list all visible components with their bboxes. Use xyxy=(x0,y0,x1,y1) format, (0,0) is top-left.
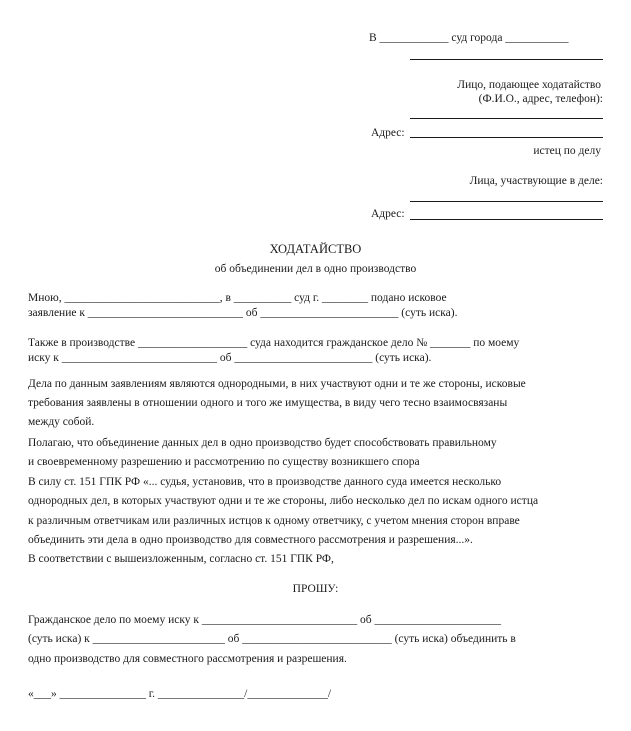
signature-date-line: «___» _______________ г. _______________/______________/ xyxy=(28,688,332,700)
body-line: В силу ст. 151 ГПК РФ «... судья, установив, что в производстве данного суда имеется несколько xyxy=(28,476,502,488)
applicant-details: (Ф.И.О., адрес, телефон): xyxy=(478,93,603,105)
paragraph1-line2: заявление к ___________________________ об ________________________ (суть иска). xyxy=(28,307,458,319)
address-label-2: Адрес: xyxy=(371,208,405,220)
body-line: Полагаю, что объединение данных дел в одно производство будет способствовать правильному xyxy=(28,437,497,449)
body-line: однородных дел, в которых участвуют одни и те же стороны, либо несколько дел по искам одного истца xyxy=(28,495,539,507)
court-extra-line xyxy=(410,59,603,60)
applicant-label: Лицо, подающее ходатайство xyxy=(457,79,601,91)
address-line-2 xyxy=(410,219,603,220)
request-line1: Гражданское дело по моему иску к ___________________________ об ______________________ xyxy=(28,614,501,626)
body-line: к различным ответчикам или различных истцов к одному ответчику, с учетом мнения сторон вправе xyxy=(28,515,520,527)
paragraph1-line1: Мною, ___________________________, в __________ суд г. ________ подано исковое xyxy=(28,292,447,304)
applicant-line xyxy=(410,118,603,119)
request-heading: ПРОШУ: xyxy=(292,583,339,595)
document-subtitle: об объединении дел в одно производство xyxy=(214,263,417,275)
body-line: объединить эти дела в одно производство для совместного рассмотрения и разрешения...». xyxy=(28,534,473,546)
participants-label: Лица, участвующие в деле: xyxy=(469,175,603,187)
body-line: требования заявлены в отношении одного и того же имущества, в виду чего тесно взаимосвязаны xyxy=(28,397,508,409)
address-line-1 xyxy=(410,137,603,138)
body-line: В соответствии с вышеизложенным, согласно ст. 151 ГПК РФ, xyxy=(28,553,334,565)
body-line: Дела по данным заявлениям являются однородными, в них участвуют одни и те же стороны, исковые xyxy=(28,378,526,390)
document-title: ХОДАТАЙСТВО xyxy=(269,242,362,256)
paragraph2-line1: Также в производстве ___________________ суда находится гражданское дело № _______ по моему xyxy=(28,337,520,349)
address-label-1: Адрес: xyxy=(371,127,405,139)
plaintiff-label: истец по делу xyxy=(533,145,601,157)
body-line: и своевременному разрешению и рассмотрению по существу возникшего спора xyxy=(28,456,420,468)
body-line: между собой. xyxy=(28,416,95,428)
request-line2: (суть иска) к _______________________ об __________________________ (суть иска) объединить в xyxy=(28,633,516,645)
paragraph2-line2: иску к ___________________________ об ________________________ (суть иска). xyxy=(28,352,432,364)
court-line: В ____________ суд города ___________ xyxy=(369,32,569,44)
participants-line xyxy=(410,201,603,202)
request-line3: одно производство для совместного рассмотрения и разрешения. xyxy=(28,653,347,665)
